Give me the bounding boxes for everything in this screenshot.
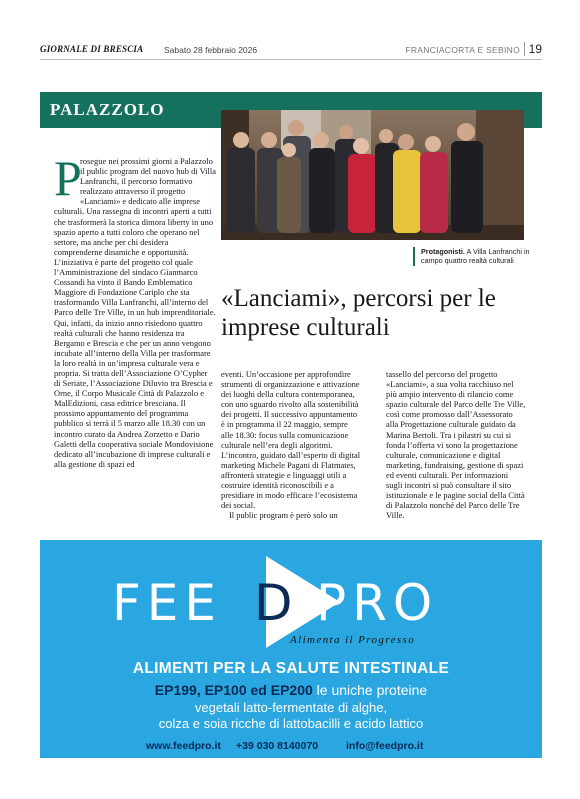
column-2-paragraph-1: eventi. Un’occasione per approfondire strumenti di organizzazione e attivazione dei luoghi della cultura contemporanea, con uno sguardo rivolto alla sostenibilità dei progetti. Il successivo appuntamento è in programma il 22 maggio, sempre alle 18.30: focus sulla comunicazione culturale nell’era degli algoritmi. L’incontro, guidato dall’esperto di digital marketing Michele Pagani di Flatmates, affronterà strategie e linguaggi utili a costruire identità riconoscibili e a presidiare in modo efficace l’ecosistema dei social.	[221, 369, 361, 511]
ad-product-codes: EP199, EP100 ed EP200	[154, 682, 313, 698]
group-photo-image	[221, 110, 524, 240]
column-3-text: tassello del percorso del progetto «Lanciami», a sua volta racchiuso nel più ampio intervento di rilancio come spazio culturale del Parco delle Tre Ville, così come promosso dall’Assessorato alla Progettazione culturale guidato da Marina Bertoli. Tra i pilastri su cui si fonda l’offerta vi sono la progettazione culturale, comunicazione e digital marketing, fundraising, gestione di spazi ed eventi culturali. Per informazioni sugli incontri si può consultare il sito istituzionale e le pagine social della Città di Palazzolo nonché del Parco delle Tre Ville.	[386, 369, 526, 521]
photo-caption	[413, 247, 548, 266]
article-column-2	[221, 369, 361, 520]
issue-date: Sabato 28 febbraio 2026	[164, 45, 258, 55]
group-photo	[221, 110, 524, 240]
page-number: 19	[528, 42, 542, 56]
article-column-1	[54, 150, 216, 469]
ad-tagline: Alimenta il Progresso	[290, 634, 416, 646]
header-divider	[524, 42, 525, 56]
column-1-text: rosegue nei prossimi giorni a Palazzolo il public program del nuovo hub di Villa Lanfranchi, il percorso formativo realizzato attraverso il progetto «Lanciami» e dedicato alle imprese culturali. Una rassegna di incontri aperti a tutti che trasformerà la storica dimora liberty in uno spazio aperto a tutti coloro che operano nel settore, ma anche per chi desidera comprenderne dinamiche e opportunità. L’iniziativa è parte del progetto col quale l’Amministrazione del sindaco Gianmarco Cossandi ha vinto il Bando Emblematico Maggiore di Fondazione Cariplo che sta trasformando Villa Lanfranchi, all’interno del Parco delle Tre Ville, in un hub imprenditoriale. Qui, infatti, da inizio anno risiedono quattro realtà culturali che hanno residenza tra Bergamo e Brescia e che per un anno vengono incubate all’interno della Villa per trasformare la loro realtà in un’impresa culturale vera e propria. Si tratta dell’Associazione O’Cypher di Seriate, l’Associazione Diluvio tra Brescia e Orne, il Corpo Musicale Città di Palazzolo e MalEdizioni, casa editrice bresciana. Il prossimo appuntamento del programma pubblico si terrà il 5 marzo alle 18.30 con un incontro curato da Andrea Zorzetto e Dario Galetti della cooperativa sociale Mondovisione dedicato all’incubazione di imprese culturali e alla gestione di spazi ed	[54, 156, 216, 469]
ad-line2-rest: le uniche proteine	[312, 682, 428, 698]
ad-phone-number: +39 030 8140070	[236, 740, 319, 752]
logo-text-right: PRO	[316, 574, 439, 632]
kicker-label: PALAZZOLO	[50, 100, 165, 119]
page-header	[40, 40, 542, 60]
ad-products-line	[40, 682, 542, 698]
logo-text-mid: D	[254, 574, 293, 632]
article-column-3	[386, 369, 526, 520]
ad-description-line-1: vegetali latto-fermentate di alghe,	[194, 700, 388, 715]
logo-text-left: FEE	[112, 574, 222, 632]
column-2-paragraph-2: Il public program è però solo un	[229, 510, 338, 521]
drop-cap: P	[54, 150, 82, 206]
caption-bold: Protagonisti.	[421, 247, 465, 256]
ad-website-link[interactable]: www.feedpro.it	[146, 740, 221, 752]
newspaper-name: GIORNALE DI BRESCIA	[40, 44, 144, 54]
caption-text: A Villa Lanfranchi in campo quattro realtà culturali	[421, 247, 530, 266]
ad-description-line-2: colza e soia ricche di lattobacilli e acido lattico	[158, 716, 424, 731]
feedpro-advertisement	[40, 540, 542, 758]
ad-email-link[interactable]: info@feedpro.it	[346, 740, 424, 752]
article-headline: «Lanciami», percorsi per le imprese culturali	[221, 285, 496, 341]
section-name: FRANCIACORTA E SEBINO	[405, 45, 520, 55]
ad-headline: ALIMENTI PER LA SALUTE INTESTINALE	[132, 660, 450, 677]
